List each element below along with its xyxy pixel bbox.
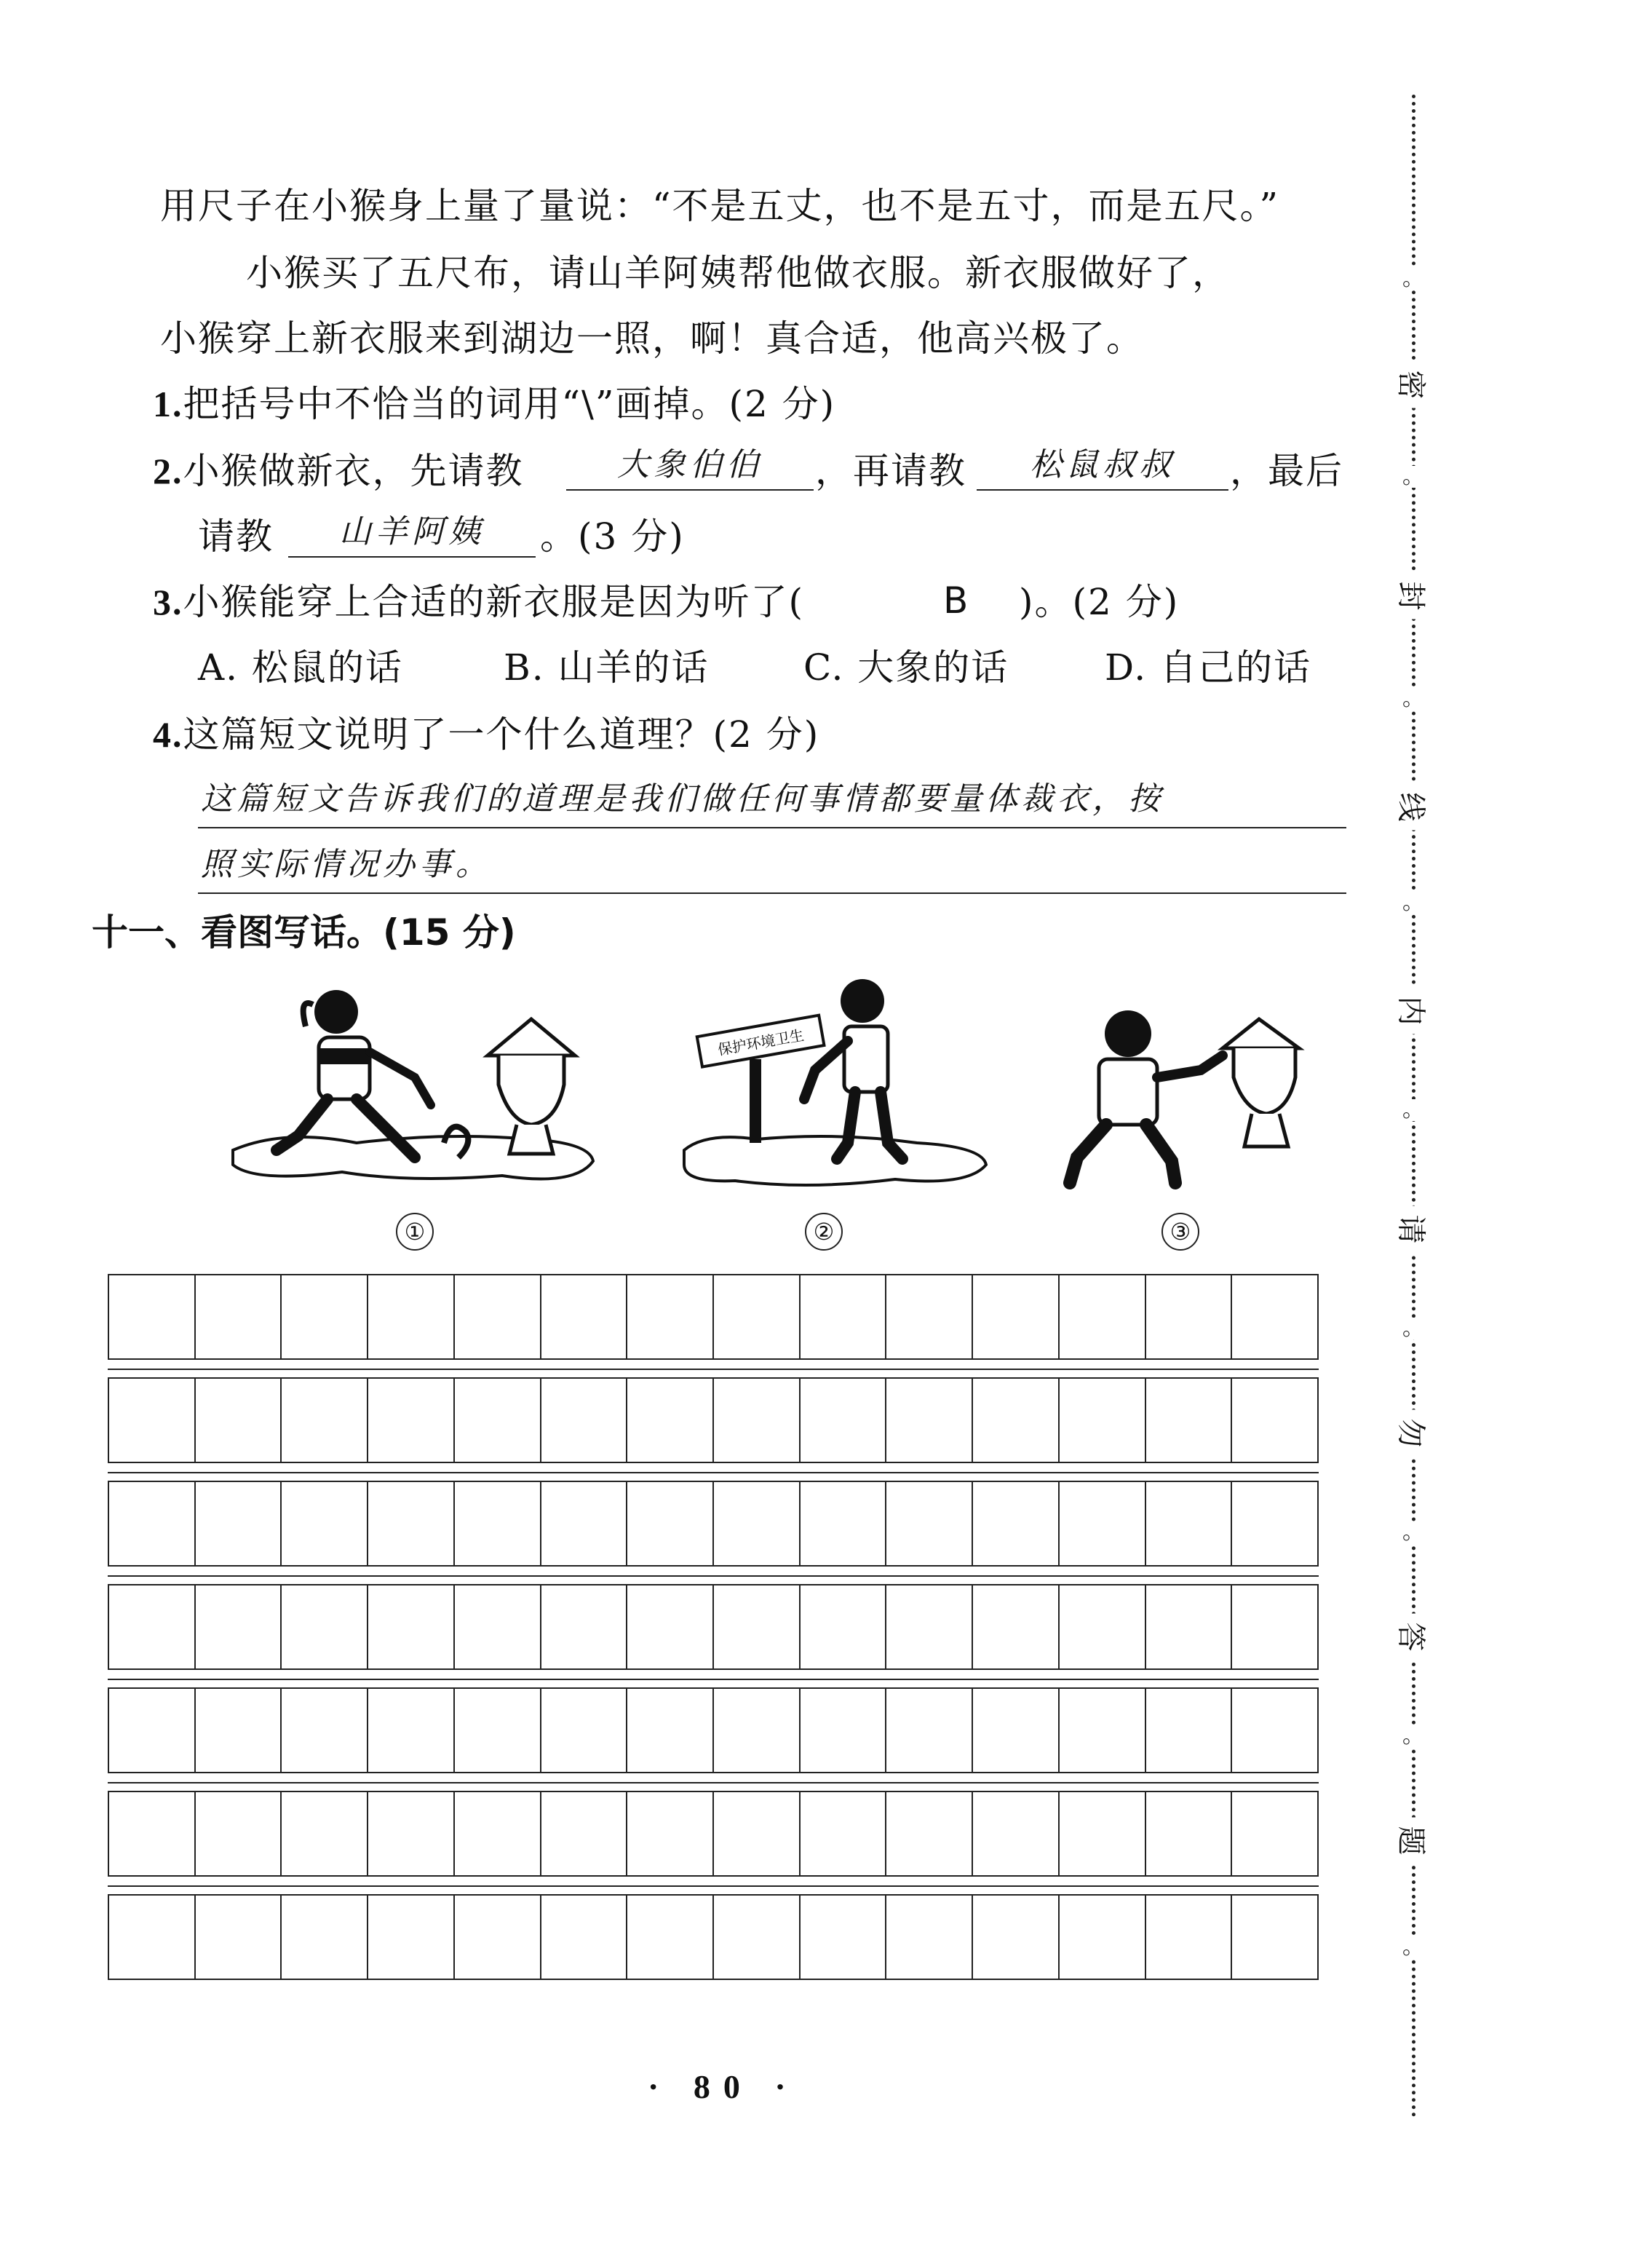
picture-label-1: ① xyxy=(396,1213,434,1251)
answer-rule-2 xyxy=(198,892,1346,894)
question-2-answer-3: 山羊阿姨 xyxy=(339,513,485,550)
grid-cell[interactable] xyxy=(886,1482,973,1565)
grid-cell[interactable] xyxy=(1146,1379,1233,1462)
seal-line-circle: 。 xyxy=(1402,1934,1424,1960)
picture-label-3: ③ xyxy=(1161,1213,1199,1251)
question-1-text: 把括号中不恰当的词用“\”画掉。(2 分) xyxy=(183,383,836,425)
grid-cell[interactable] xyxy=(1232,1896,1317,1979)
question-1-number: 1. xyxy=(153,384,183,424)
grid-row xyxy=(108,1687,1319,1773)
grid-cell[interactable] xyxy=(282,1792,368,1875)
grid-cell[interactable] xyxy=(541,1792,628,1875)
grid-cell[interactable] xyxy=(541,1275,628,1358)
question-3-option-a: A. 松鼠的话 xyxy=(198,646,403,689)
grid-cell[interactable] xyxy=(1232,1689,1317,1772)
grid-cell[interactable] xyxy=(1060,1482,1146,1565)
grid-cell[interactable] xyxy=(196,1379,282,1462)
section-11-title: 十一、看图写话。(15 分) xyxy=(92,911,516,954)
question-3-option-b: B. 山羊的话 xyxy=(504,646,710,689)
grid-cell[interactable] xyxy=(1060,1585,1146,1668)
grid-row xyxy=(108,1791,1319,1877)
seal-line-char: 内 xyxy=(1393,988,1434,1034)
grid-cell[interactable] xyxy=(282,1379,368,1462)
grid-cell[interactable] xyxy=(196,1275,282,1358)
page-number: · 80 · xyxy=(648,2068,799,2105)
grid-cell[interactable] xyxy=(368,1482,455,1565)
question-2-text-a: 小猴做新衣，先请教 xyxy=(183,450,524,492)
grid-row xyxy=(108,1481,1319,1567)
grid-cell[interactable] xyxy=(627,1792,714,1875)
grid-cell[interactable] xyxy=(714,1689,801,1772)
grid-cell[interactable] xyxy=(714,1482,801,1565)
grid-cell[interactable] xyxy=(1060,1379,1146,1462)
grid-cell[interactable] xyxy=(109,1482,196,1565)
question-2-answer-1: 大象伯伯 xyxy=(617,446,763,483)
grid-spacer-line xyxy=(108,1885,1319,1887)
grid-cell[interactable] xyxy=(714,1585,801,1668)
question-4-number: 4. xyxy=(153,714,183,755)
seal-line-char: 题 xyxy=(1393,1818,1434,1864)
grid-cell[interactable] xyxy=(196,1482,282,1565)
question-3-number: 3. xyxy=(153,582,183,622)
grid-row xyxy=(108,1894,1319,1980)
grid-spacer-line xyxy=(108,1782,1319,1783)
grid-cell[interactable] xyxy=(973,1482,1060,1565)
grid-spacer-line xyxy=(108,1575,1319,1577)
grid-cell[interactable] xyxy=(1232,1482,1317,1565)
grid-cell[interactable] xyxy=(368,1792,455,1875)
grid-cell[interactable] xyxy=(1232,1792,1317,1875)
passage-line-3: 小猴穿上新衣服来到湖边一照，啊！真合适，他高兴极了。 xyxy=(160,317,1144,360)
answer-rule-1 xyxy=(198,827,1346,828)
question-2-text-c: ，最后 xyxy=(1230,450,1343,492)
grid-cell[interactable] xyxy=(714,1275,801,1358)
grid-cell[interactable] xyxy=(886,1792,973,1875)
grid-cell[interactable] xyxy=(714,1792,801,1875)
grid-cell[interactable] xyxy=(1232,1275,1317,1358)
question-2-number: 2. xyxy=(153,451,183,491)
grid-cell[interactable] xyxy=(627,1896,714,1979)
question-4-answer-line-1: 这篇短文告诉我们的道理是我们做任何事情都要量体裁衣，按 xyxy=(201,780,1164,817)
question-2-line-1 xyxy=(153,450,524,492)
grid-cell[interactable] xyxy=(368,1689,455,1772)
grid-cell[interactable] xyxy=(973,1689,1060,1772)
question-3-text-b: )。(2 分) xyxy=(1019,581,1180,623)
grid-cell[interactable] xyxy=(541,1482,628,1565)
grid-cell[interactable] xyxy=(801,1585,887,1668)
grid-row xyxy=(108,1377,1319,1463)
grid-cell[interactable] xyxy=(541,1585,628,1668)
seal-line-circle: 。 xyxy=(1402,266,1424,291)
grid-cell[interactable] xyxy=(973,1379,1060,1462)
grid-cell[interactable] xyxy=(973,1585,1060,1668)
grid-cell[interactable] xyxy=(455,1689,541,1772)
grid-cell[interactable] xyxy=(282,1689,368,1772)
grid-cell[interactable] xyxy=(1232,1379,1317,1462)
grid-cell[interactable] xyxy=(455,1585,541,1668)
grid-cell[interactable] xyxy=(886,1379,973,1462)
grid-cell[interactable] xyxy=(886,1896,973,1979)
picture-label-2: ② xyxy=(805,1213,843,1251)
grid-cell[interactable] xyxy=(1060,1275,1146,1358)
question-1 xyxy=(153,383,836,425)
picture-1-litter xyxy=(226,975,604,1194)
grid-cell[interactable] xyxy=(973,1896,1060,1979)
grid-cell[interactable] xyxy=(455,1896,541,1979)
seal-line-char: 请 xyxy=(1393,1206,1434,1253)
grid-cell[interactable] xyxy=(455,1275,541,1358)
question-3 xyxy=(153,581,805,623)
question-2-blank-2[interactable] xyxy=(977,446,1228,491)
grid-cell[interactable] xyxy=(109,1689,196,1772)
grid-cell[interactable] xyxy=(541,1896,628,1979)
seal-line-char: 封 xyxy=(1393,573,1434,619)
grid-cell[interactable] xyxy=(109,1379,196,1462)
grid-cell[interactable] xyxy=(801,1896,887,1979)
grid-cell[interactable] xyxy=(282,1482,368,1565)
grid-cell[interactable] xyxy=(627,1482,714,1565)
grid-cell[interactable] xyxy=(282,1275,368,1358)
grid-spacer-line xyxy=(108,1369,1319,1370)
grid-cell[interactable] xyxy=(1232,1585,1317,1668)
picture-2-sign xyxy=(677,968,997,1194)
grid-cell[interactable] xyxy=(627,1689,714,1772)
grid-cell[interactable] xyxy=(1146,1585,1233,1668)
grid-cell[interactable] xyxy=(714,1896,801,1979)
picture-3-trash-can xyxy=(1048,990,1310,1201)
grid-cell[interactable] xyxy=(196,1896,282,1979)
question-2-text-e: 。(3 分) xyxy=(540,515,685,558)
question-2-blank-3[interactable] xyxy=(288,512,536,558)
grid-cell[interactable] xyxy=(282,1896,368,1979)
grid-cell[interactable] xyxy=(801,1482,887,1565)
seal-line-char: 线 xyxy=(1393,784,1434,831)
question-2-text-d: 请教 xyxy=(198,515,274,558)
grid-cell[interactable] xyxy=(1146,1689,1233,1772)
seal-line-char: 密 xyxy=(1393,362,1434,408)
grid-cell[interactable] xyxy=(1146,1896,1233,1979)
seal-line-circle: 。 xyxy=(1402,1097,1424,1122)
grid-cell[interactable] xyxy=(1060,1792,1146,1875)
grid-cell[interactable] xyxy=(801,1689,887,1772)
sign-text: 保护环境卫生 xyxy=(716,1026,806,1059)
grid-cell[interactable] xyxy=(1060,1689,1146,1772)
grid-cell[interactable] xyxy=(627,1585,714,1668)
question-4-answer-line-2: 照实际情况办事。 xyxy=(201,846,492,883)
grid-cell[interactable] xyxy=(886,1585,973,1668)
grid-cell[interactable] xyxy=(801,1379,887,1462)
grid-cell[interactable] xyxy=(886,1689,973,1772)
grid-cell[interactable] xyxy=(801,1275,887,1358)
grid-cell[interactable] xyxy=(368,1585,455,1668)
grid-cell[interactable] xyxy=(282,1585,368,1668)
grid-cell[interactable] xyxy=(368,1379,455,1462)
grid-cell[interactable] xyxy=(109,1792,196,1875)
seal-line-circle: 。 xyxy=(1402,1315,1424,1341)
question-3-text-a: 小猴能穿上合适的新衣服是因为听了( xyxy=(183,581,805,623)
question-2-text-b: ，再请教 xyxy=(815,450,966,492)
grid-cell[interactable] xyxy=(368,1275,455,1358)
grid-cell[interactable] xyxy=(627,1275,714,1358)
grid-cell[interactable] xyxy=(196,1689,282,1772)
grid-cell[interactable] xyxy=(541,1379,628,1462)
grid-row xyxy=(108,1584,1319,1670)
grid-cell[interactable] xyxy=(109,1896,196,1979)
grid-cell[interactable] xyxy=(196,1792,282,1875)
grid-cell[interactable] xyxy=(1146,1482,1233,1565)
seal-line-circle: 。 xyxy=(1402,1723,1424,1749)
seal-line-circle: 。 xyxy=(1402,686,1424,711)
grid-cell[interactable] xyxy=(886,1275,973,1358)
grid-cell[interactable] xyxy=(973,1275,1060,1358)
question-2-blank-1[interactable] xyxy=(566,446,814,491)
seal-line-char: 勿 xyxy=(1393,1410,1434,1457)
grid-cell[interactable] xyxy=(801,1792,887,1875)
grid-row xyxy=(108,1274,1319,1360)
seal-line-circle: 。 xyxy=(1402,890,1424,915)
grid-cell[interactable] xyxy=(368,1896,455,1979)
question-4-text: 这篇短文说明了一个什么道理？(2 分) xyxy=(183,713,820,756)
passage-line-2: 小猴买了五尺布，请山羊阿姨帮他做衣服。新衣服做好了， xyxy=(246,252,1230,294)
question-3-answer[interactable]: B xyxy=(943,579,969,622)
seal-line-circle: 。 xyxy=(1402,1519,1424,1545)
grid-spacer-line xyxy=(108,1472,1319,1473)
seal-line-circle: 。 xyxy=(1402,464,1424,489)
grid-cell[interactable] xyxy=(973,1792,1060,1875)
question-2-answer-2: 松鼠叔叔 xyxy=(1030,446,1175,483)
grid-cell[interactable] xyxy=(455,1792,541,1875)
grid-cell[interactable] xyxy=(1146,1792,1233,1875)
grid-cell[interactable] xyxy=(109,1585,196,1668)
grid-cell[interactable] xyxy=(627,1379,714,1462)
seal-line-char: 答 xyxy=(1393,1614,1434,1660)
grid-cell[interactable] xyxy=(196,1585,282,1668)
grid-spacer-line xyxy=(108,1679,1319,1680)
grid-cell[interactable] xyxy=(541,1689,628,1772)
grid-cell[interactable] xyxy=(1146,1275,1233,1358)
question-3-option-c: C. 大象的话 xyxy=(803,646,1009,689)
passage-line-1: 用尺子在小猴身上量了量说：“不是五丈，也不是五寸，而是五尺。” xyxy=(160,185,1280,227)
grid-cell[interactable] xyxy=(714,1379,801,1462)
question-3-option-d: D. 自己的话 xyxy=(1105,646,1312,689)
grid-cell[interactable] xyxy=(109,1275,196,1358)
grid-cell[interactable] xyxy=(455,1379,541,1462)
grid-cell[interactable] xyxy=(1060,1896,1146,1979)
question-4 xyxy=(153,713,820,756)
grid-cell[interactable] xyxy=(455,1482,541,1565)
